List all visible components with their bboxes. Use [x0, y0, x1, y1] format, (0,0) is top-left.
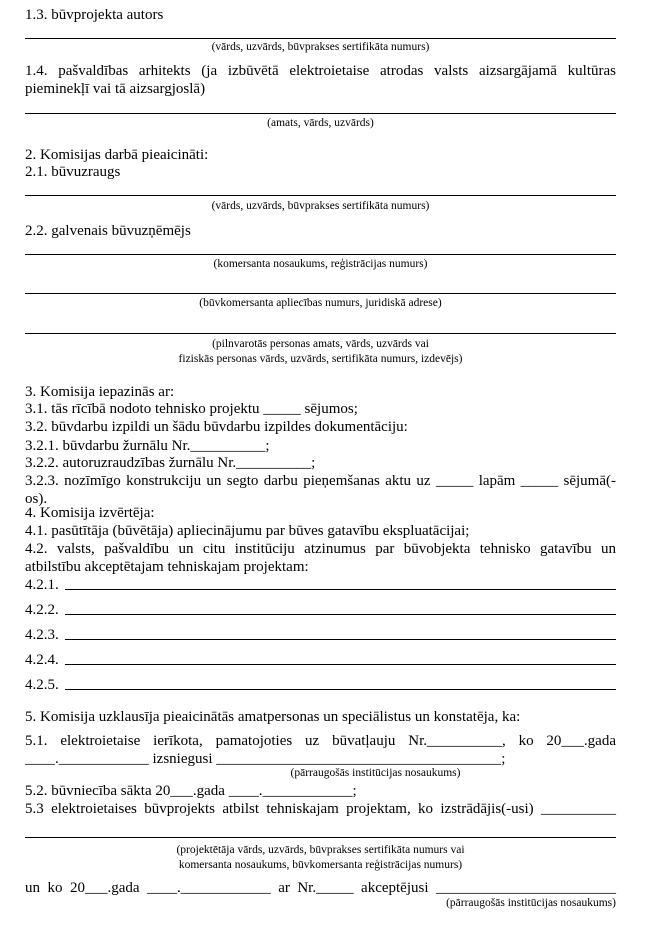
item-field-line[interactable] — [65, 589, 616, 590]
item-4-2-3 — [25, 626, 616, 644]
item-4-2-5 — [25, 676, 616, 694]
item-4-2-1 — [25, 576, 616, 594]
contractor-field-line-1[interactable] — [25, 254, 616, 255]
item-field-line[interactable] — [65, 639, 616, 640]
designer-caption-1: (projektētāja vārds, uzvārds, būvprakses sertifikāta numurs vai — [176, 844, 465, 856]
section-2-1: 2.1. būvuzraugs — [25, 164, 121, 180]
section-5-3: 5.3 elektroietaises būvprojekts atbilst tehniskajam projektam, ko izstrādājis(-usi) __________ — [25, 801, 616, 817]
contractor-caption-1: (komersanta nosaukums, reģistrācijas numurs) — [213, 258, 428, 270]
item-label: 4.2.3. — [25, 627, 59, 643]
section-3-2: 3.2. būvdarbu izpildi un šādu būvdarbu izpildes dokumentāciju: — [25, 419, 408, 435]
architect-field-line[interactable] — [25, 113, 616, 114]
section-3: 3. Komisija iepazinās ar: — [25, 384, 175, 400]
contractor-caption-3a: (pilnvarotās personas amats, vārds, uzvārds vai — [212, 338, 429, 350]
section-5-final: un ko 20___.gada ____.____________ ar Nr._____ akceptējusi ________________________ — [25, 880, 616, 896]
institution-caption-1: (pārraugošās institūcijas nosaukums) — [290, 767, 461, 779]
item-label: 4.2.5. — [25, 677, 59, 693]
section-3-2-3: 3.2.3. nozīmīgo konstrukciju un segto darbu pieņemšanas aktu uz _____ lapām _____ sējumā(-os). — [25, 473, 616, 507]
section-4-1: 4.1. pasūtītāja (būvētāja) apliecinājumu par būves gatavību ekspluatācijai; — [25, 523, 470, 539]
section-5-1-line1: 5.1. elektroietaise ierīkota, pamatojoties uz būvatļauju Nr.__________, ko 20___.gada — [25, 733, 616, 749]
contractor-field-line-3[interactable] — [25, 333, 616, 334]
architect-caption: (amats, vārds, uzvārds) — [267, 117, 374, 129]
section-4-2-line2: atbilstību akceptētajam tehniskajam projektam: — [25, 559, 309, 575]
item-field-line[interactable] — [65, 614, 616, 615]
section-2: 2. Komisijas darbā pieaicināti: — [25, 147, 209, 163]
contractor-caption-2: (būvkomersanta apliecības numurs, juridiskā adrese) — [199, 297, 442, 309]
section-1-4-line1: 1.4. pašvaldības arhitekts (ja izbūvētā elektroietaise atrodas valsts aizsargājamā kultūras — [25, 63, 616, 79]
section-4: 4. Komisija izvērtēja: — [25, 505, 155, 521]
item-field-line[interactable] — [65, 664, 616, 665]
supervisor-caption: (vārds, uzvārds, būvprakses sertifikāta numurs) — [211, 200, 430, 212]
section-5-2: 5.2. būvniecība sākta 20___.gada ____.____________; — [25, 783, 357, 799]
section-1-3: 1.3. būvprojekta autors — [25, 7, 164, 23]
item-label: 4.2.2. — [25, 602, 59, 618]
item-label: 4.2.1. — [25, 577, 59, 593]
designer-caption-2: komersanta nosaukums, būvkomersanta reģistrācijas numurs) — [178, 859, 463, 871]
item-field-line[interactable] — [65, 689, 616, 690]
item-label: 4.2.4. — [25, 652, 59, 668]
contractor-field-line-2[interactable] — [25, 293, 616, 294]
author-field-line[interactable] — [25, 38, 616, 39]
section-5: 5. Komisija uzklausīja pieaicinātās amatpersonas un speciālistus un konstatēja, ka: — [25, 709, 521, 725]
section-2-2: 2.2. galvenais būvuzņēmējs — [25, 223, 191, 239]
item-4-2-4 — [25, 651, 616, 669]
section-3-2-2: 3.2.2. autoruzraudzības žurnālu Nr.__________; — [25, 455, 316, 471]
section-4-2-line1: 4.2. valsts, pašvaldību un citu institūciju atzinumus par būvobjekta tehnisko gatavību un — [25, 541, 616, 557]
author-caption: (vārds, uzvārds, būvprakses sertifikāta numurs) — [211, 41, 430, 53]
item-4-2-2 — [25, 601, 616, 619]
institution-caption-2: (pārraugošās institūcijas nosaukums) — [446, 897, 616, 909]
section-3-2-1: 3.2.1. būvdarbu žurnālu Nr.__________; — [25, 438, 270, 454]
section-1-4-line2: pieminekļī vai tā aizsargjoslā) — [25, 81, 206, 97]
contractor-caption-3b: fiziskās personas vārds, uzvārds, sertifikāta numurs, izdevējs) — [178, 353, 463, 365]
designer-field-line[interactable] — [25, 837, 616, 838]
supervisor-field-line[interactable] — [25, 195, 616, 196]
section-5-1-line2: ____.____________ izsniegusi ______________________________________; — [25, 751, 506, 767]
section-3-1: 3.1. tās rīcībā nodoto tehnisko projektu _____ sējumos; — [25, 401, 358, 417]
